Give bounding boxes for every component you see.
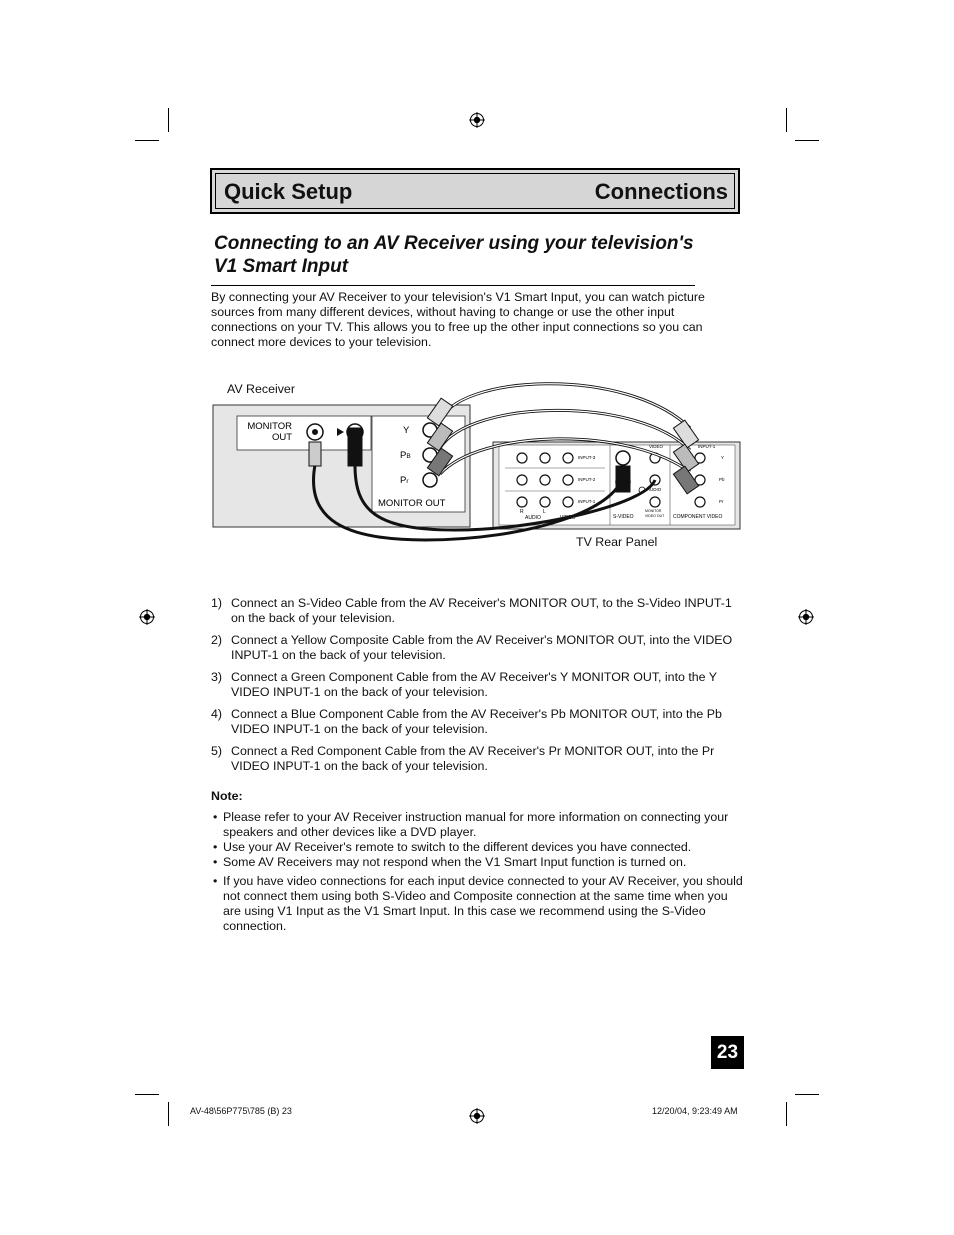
y-label: Y (403, 425, 410, 436)
list-item: 5) Connect a Red Component Cable from the AV Receiver's Pr MONITOR OUT, into the Pr VIDEO INPUT-1 on the back of your television. (211, 744, 715, 773)
crop-mark (168, 108, 169, 132)
tv-input3-label: INPUT-3 (578, 455, 596, 460)
svideo-plug (309, 442, 321, 466)
registration-mark-icon (139, 609, 155, 625)
tv-pr-label: Pr (719, 499, 724, 504)
steps-list (211, 596, 746, 781)
tv-r-label: R (520, 509, 524, 515)
crop-mark (135, 1094, 159, 1095)
tv-svideo-label: S-VIDEO (613, 514, 634, 520)
tv-rear-panel-label: TV Rear Panel (576, 535, 658, 549)
list-item: • Some AV Receivers may not respond when the V1 Smart Input function is turned on. (213, 855, 687, 869)
crop-mark (168, 1102, 169, 1126)
header-title-left: Quick Setup (224, 179, 353, 204)
tv-video-label: VIDEO (560, 515, 576, 521)
connection-diagram (205, 370, 750, 550)
crop-mark (786, 1102, 787, 1126)
monitor-out-label-1: MONITOR (247, 421, 292, 432)
list-item: • Use your AV Receiver's remote to switch to the different devices you have connected. (213, 840, 692, 854)
monitor-out-bottom-label: MONITOR OUT (378, 498, 446, 509)
page-subtitle (214, 232, 704, 278)
list-item: 4) Connect a Blue Component Cable from the AV Receiver's Pb MONITOR OUT, into the Pb VIDEO INPUT-1 on the back of your television. (211, 707, 722, 736)
footer-right: 12/20/04, 9:23:49 AM (652, 1106, 738, 1116)
registration-mark-icon (798, 609, 814, 625)
tv-video-top-label: VIDEO (649, 444, 664, 449)
tv-pb-label: Pb (719, 477, 725, 482)
pr-label: Pr (400, 475, 409, 486)
tv-audio-mid-label: AUDIO (647, 487, 662, 492)
section-header (210, 168, 740, 214)
tv-vid-out-label: VIDEO OUT (645, 514, 665, 518)
receiver-pr-jack (423, 473, 437, 487)
list-item: • If you have video connections for each input device connected to your AV Receiver, you should not connect them using both S-Video and Composite connection at the same time when you are using V1 Input as the V1 Smart Input. In this case we recommend using the S-Video connection. (213, 874, 743, 933)
crop-mark (135, 140, 159, 141)
tv-svideo-jack (616, 451, 630, 465)
registration-mark-icon (469, 1108, 485, 1124)
list-item: 3) Connect a Green Component Cable from the AV Receiver's Y MONITOR OUT, into the Y VIDEO INPUT-1 on the back of your television. (211, 670, 717, 699)
pb-label: PB (400, 450, 411, 461)
registration-mark-icon (469, 112, 485, 128)
crop-mark (786, 108, 787, 132)
header-title-right: Connections (594, 179, 728, 204)
subtitle-divider (211, 285, 695, 286)
footer-left: AV-48\56P775\785 (B) 23 (190, 1106, 292, 1116)
tv-y-label: Y (721, 455, 725, 460)
tv-l-label: L (543, 509, 546, 515)
crop-mark (795, 1094, 819, 1095)
monitor-out-label-2: OUT (271, 432, 292, 443)
av-receiver-label: AV Receiver (227, 382, 295, 396)
composite-plug (348, 428, 362, 466)
tv-component-video-label: COMPONENT VIDEO (673, 514, 723, 520)
tv-audio-label: AUDIO (525, 515, 541, 521)
notes-list (211, 810, 746, 934)
crop-mark (795, 140, 819, 141)
intro-paragraph: By connecting your AV Receiver to your television's V1 Smart Input, you can watch picture sources from many different devices, without having to change or use the other input connections on your TV. This allows you to free up the other input connections so you can connect more devices to your television. (211, 290, 705, 349)
list-item: • Please refer to your AV Receiver instruction manual for more information on connecting your speakers and other devices like a DVD player. (213, 810, 729, 839)
tv-input2-label: INPUT-2 (578, 477, 596, 482)
page-number: 23 (711, 1036, 744, 1069)
note-title: Note: (211, 789, 243, 803)
tv-monitor-label: MONITOR (645, 509, 662, 513)
tv-input1-top-label: INPUT-1 (698, 444, 716, 449)
subtitle-line-2: V1 Smart Input (214, 256, 349, 277)
list-item: 2) Connect a Yellow Composite Cable from the AV Receiver's MONITOR OUT, into the VIDEO INPUT-1 on the back of your television. (211, 633, 733, 662)
list-item: 1) Connect an S-Video Cable from the AV Receiver's MONITOR OUT, to the S-Video INPUT-1 on the back of your television. (211, 596, 732, 625)
subtitle-line-1: Connecting to an AV Receiver using your television's (214, 233, 694, 254)
tv-input1-label: INPUT-1 (578, 499, 596, 504)
